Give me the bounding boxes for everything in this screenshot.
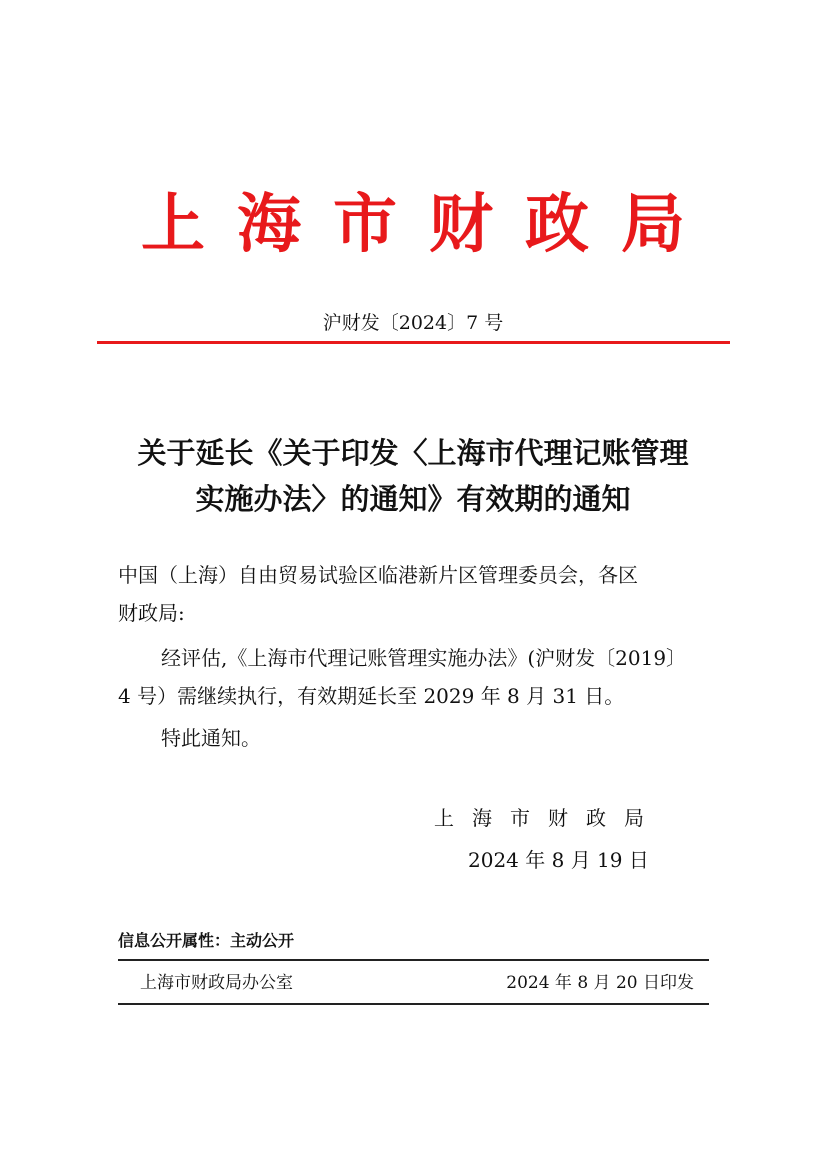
document-title	[96, 430, 730, 522]
red-divider	[97, 341, 730, 344]
document-title-line-2: 实施办法〉的通知》有效期的通知	[195, 482, 631, 516]
addressee	[118, 556, 714, 632]
agency-title: 上海市财政局	[141, 187, 717, 262]
body-paragraph-line-1: 经评估,《上海市代理记账管理实施办法》(沪财发〔2019〕	[161, 646, 687, 670]
closing-remark: 特此通知。	[161, 726, 261, 750]
signature-date: 2024 年 8 月 19 日	[468, 848, 649, 872]
issuing-office: 上海市财政局办公室	[140, 973, 293, 993]
footer-bottom-rule	[118, 1003, 709, 1005]
disclosure-attribute: 信息公开属性：主动公开	[118, 931, 295, 950]
addressee-line-1: 中国（上海）自由贸易试验区临港新片区管理委员会，各区	[118, 563, 638, 587]
body-paragraph-line-2: 4 号）需继续执行，有效期延长至 2029 年 8 月 31 日。	[118, 684, 625, 708]
footer-top-rule	[118, 959, 709, 961]
signer: 上海市财政局	[434, 806, 662, 830]
document-number: 沪财发〔2024〕7 号	[322, 312, 504, 334]
body-paragraph	[118, 639, 714, 715]
addressee-line-2: 财政局:	[118, 601, 185, 625]
document-title-line-1: 关于延长《关于印发〈上海市代理记账管理	[137, 436, 689, 470]
print-date: 2024 年 8 月 20 日印发	[506, 973, 694, 993]
